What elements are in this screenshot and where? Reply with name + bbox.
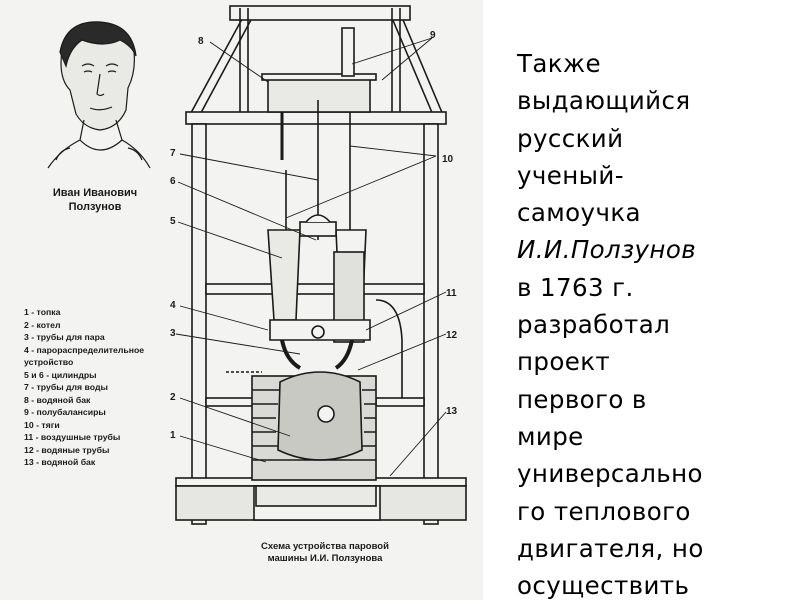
- callout-2: 2: [170, 392, 176, 403]
- legend-item: 7 - трубы для воды: [24, 382, 108, 392]
- text-line: универсально: [517, 459, 703, 489]
- legend-item: 2 - котел: [24, 319, 61, 330]
- text-line: разработал: [517, 310, 671, 340]
- callout-10: 10: [442, 154, 454, 165]
- text-line: проект: [517, 347, 611, 377]
- text-line: в 1763 г.: [517, 272, 634, 302]
- text-line: ученый-: [517, 160, 624, 190]
- diagram-caption-line2: машины И.И. Ползунова: [267, 553, 383, 564]
- callout-13: 13: [446, 406, 458, 417]
- slide-body-text: [517, 45, 792, 604]
- text-line: двигателя, но: [517, 533, 704, 563]
- callout-4: 4: [170, 300, 176, 311]
- callout-6: 6: [170, 176, 176, 187]
- callout-8: 8: [198, 36, 204, 47]
- legend-item: 4 - парораспределительное: [24, 344, 145, 355]
- callout-1: 1: [170, 430, 176, 441]
- portrait-caption-line2: Ползунов: [68, 201, 122, 213]
- callout-12: 12: [446, 330, 458, 341]
- text-line: выдающийся: [517, 86, 691, 116]
- legend-item: 1 - топка: [24, 307, 61, 317]
- legend-item: 9 - полубалансиры: [24, 407, 106, 417]
- legend-item: 8 - водяной бак: [24, 394, 91, 405]
- callout-7: 7: [170, 148, 176, 159]
- callout-11: 11: [446, 288, 457, 299]
- text-line: русский: [517, 123, 624, 153]
- diagram-caption-line1: Схема устройства паровой: [261, 541, 389, 552]
- legend-item: 3 - трубы для пара: [24, 332, 105, 342]
- callout-3: 3: [170, 328, 176, 339]
- text-line-name: И.И.Ползунов: [517, 235, 697, 265]
- portrait-caption-line1: Иван Иванович: [52, 187, 138, 199]
- text-line: самоучка: [517, 198, 641, 228]
- text-line: Также: [517, 49, 601, 78]
- diagram-legend: [24, 306, 144, 469]
- engine-frame: [176, 6, 466, 524]
- text-line: осуществить: [517, 571, 690, 601]
- diagram-caption: [236, 541, 414, 565]
- legend-item: 13 - водяной бак: [24, 457, 96, 467]
- legend-item: 12 - водяные трубы: [24, 444, 110, 455]
- text-line: го теплового: [517, 496, 691, 526]
- legend-item: 11 - воздушные трубы: [24, 432, 121, 442]
- text-line: первого в: [517, 384, 647, 414]
- portrait-caption: [35, 186, 155, 214]
- callout-9: 9: [430, 30, 436, 41]
- legend-item: устройство: [24, 357, 74, 367]
- portrait-of-polzunov: [48, 22, 150, 168]
- legend-item: 10 - тяги: [24, 419, 60, 430]
- legend-item: 5 и 6 - цилиндры: [24, 369, 97, 380]
- text-line: мире: [517, 421, 584, 451]
- callout-5: 5: [170, 216, 176, 227]
